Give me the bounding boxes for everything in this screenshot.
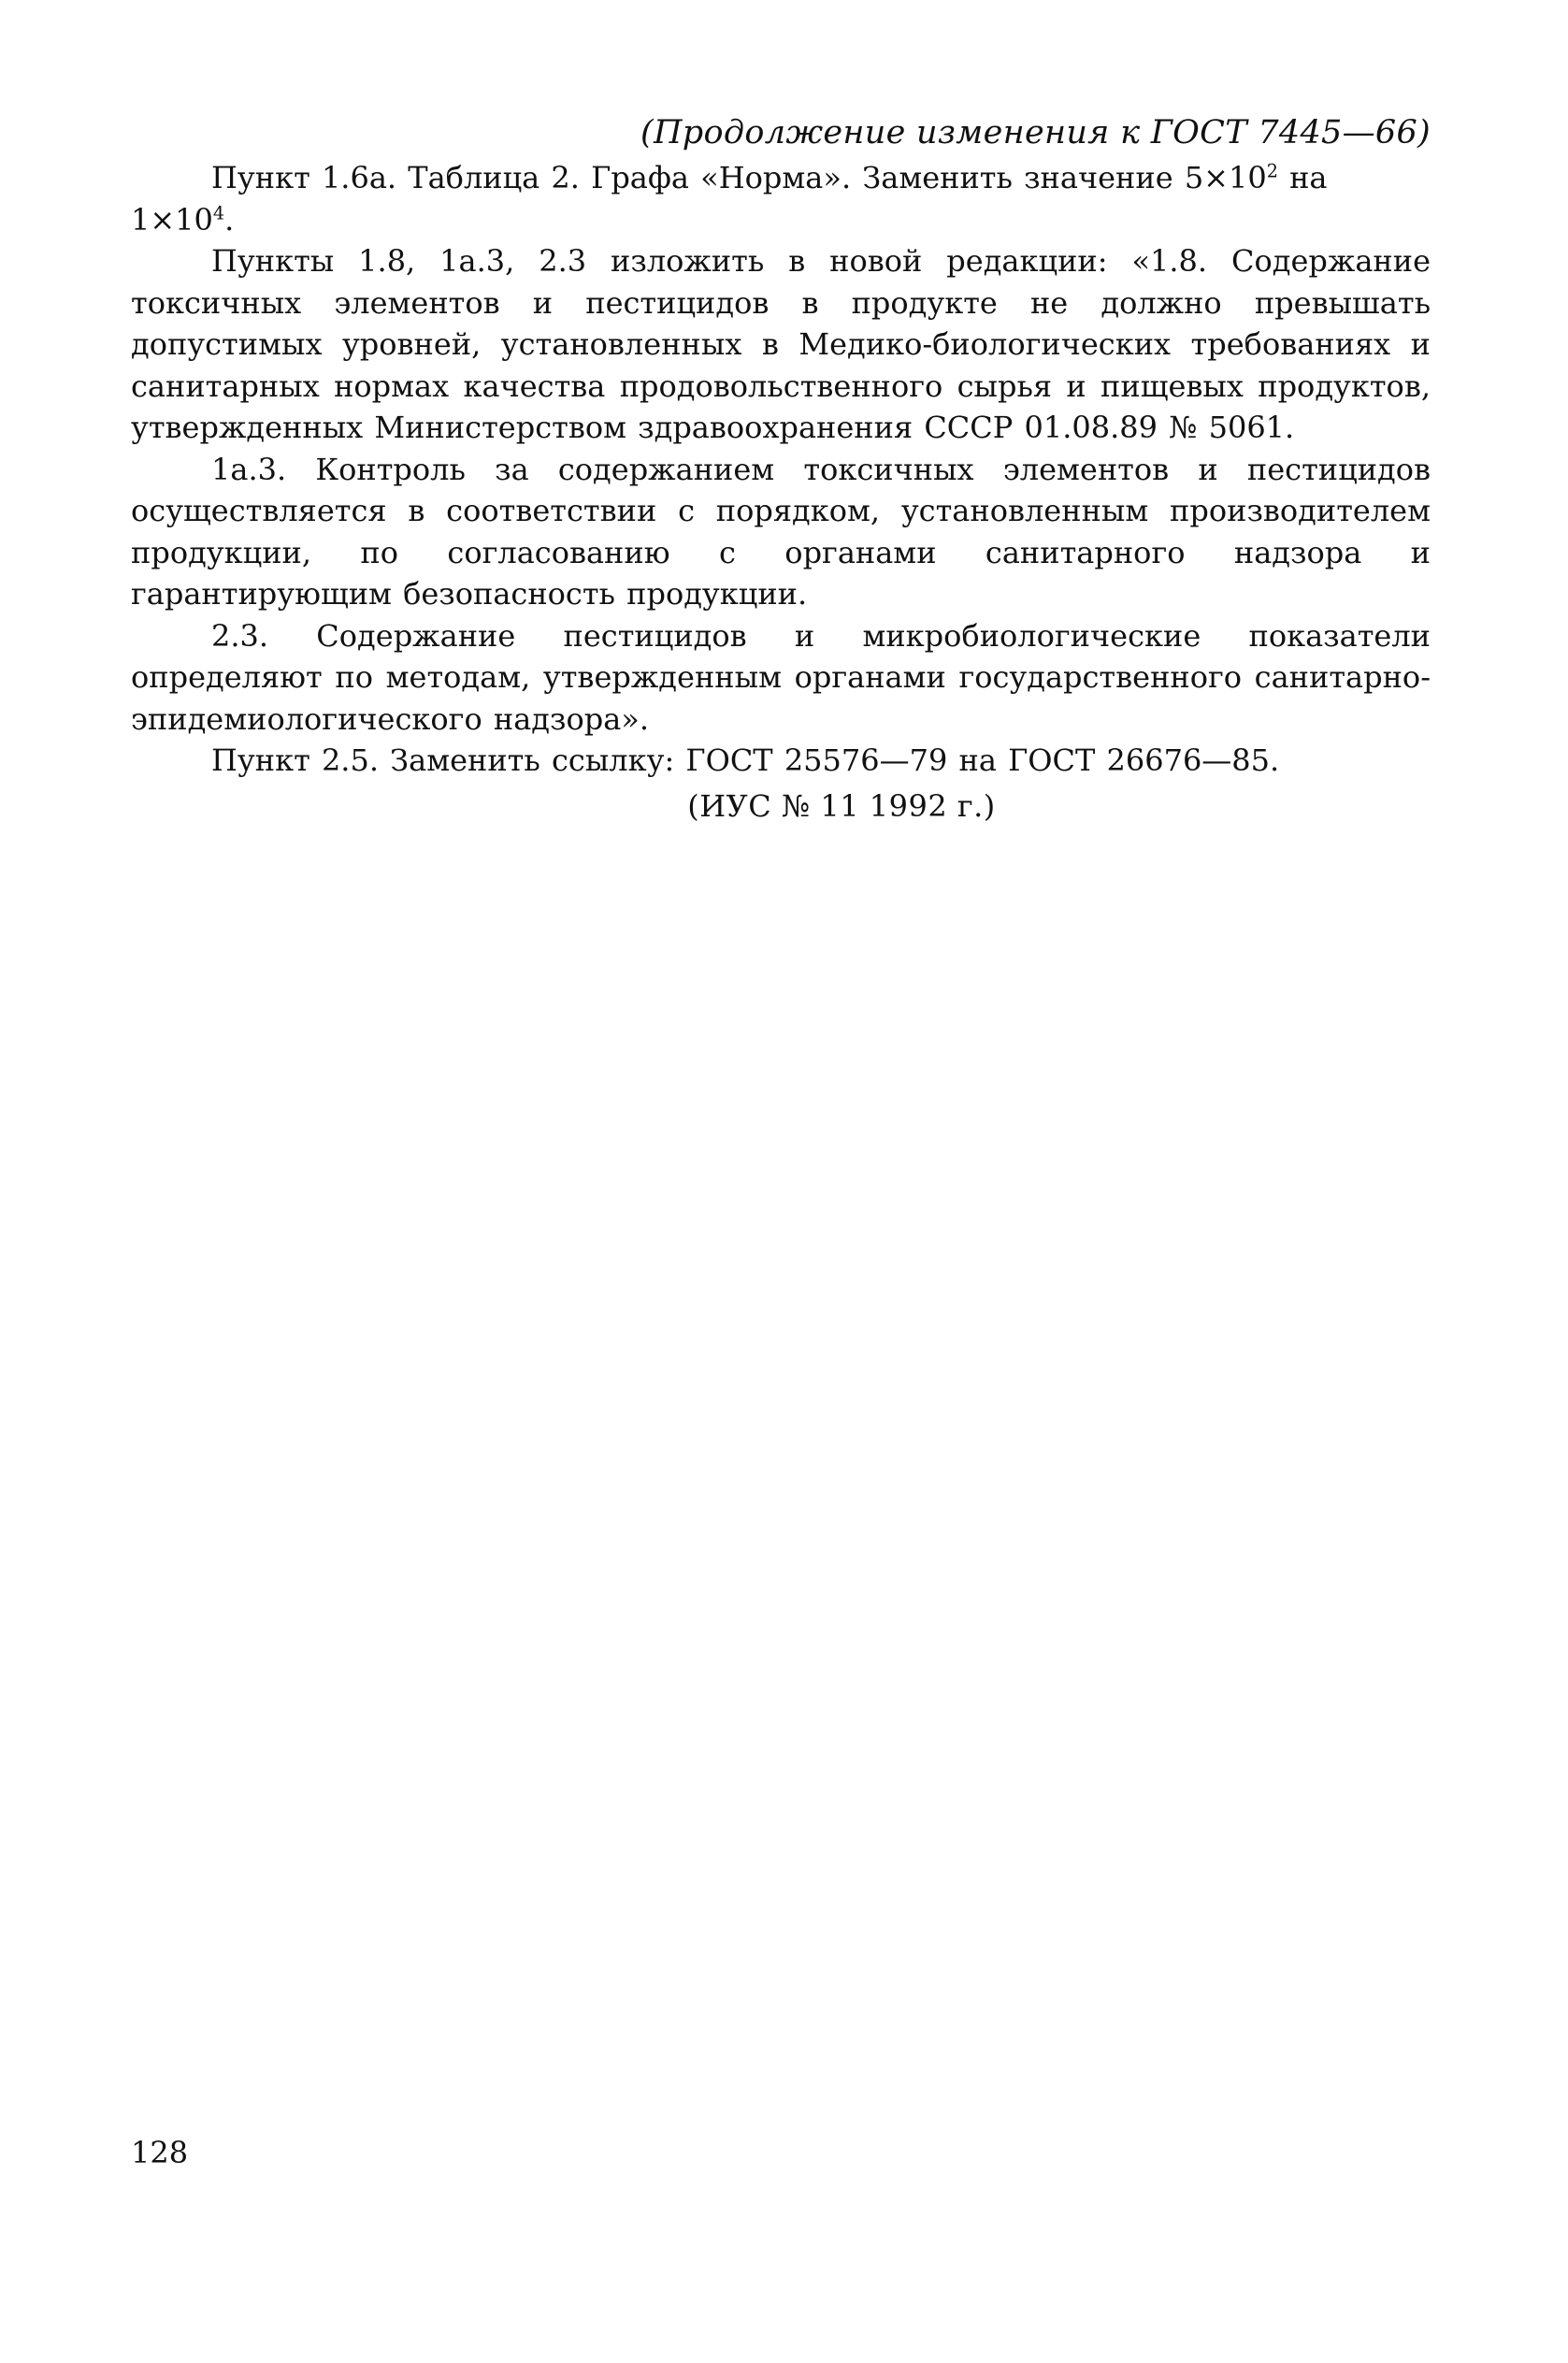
paragraph-item-1-6a — [131, 157, 1431, 240]
exponent: 4 — [212, 201, 225, 223]
paragraph-text: Пункт 1.6а. Таблица 2. Графа «Норма». Заменить значение 5×10 — [211, 160, 1267, 195]
exponent: 2 — [1266, 160, 1278, 182]
continuation-header: (Продолжение изменения к ГОСТ 7445—66) — [640, 114, 1431, 151]
paragraph-text: на 1×10 — [131, 160, 1328, 238]
paragraph-item-2-5: Пункт 2.5. Заменить ссылку: ГОСТ 25576—79 на ГОСТ 26676—85. — [211, 742, 1280, 778]
page-number: 128 — [131, 2135, 189, 2170]
paragraph-text: . — [224, 201, 235, 238]
source-reference: (ИУС № 11 1992 г.) — [687, 787, 996, 824]
paragraph-item-2-3: 2.3. Содержание пестицидов и микробиологические показатели определяют по методам, утвержденным органами государственного санитарно-эпидемиологического надзора». — [131, 617, 1431, 737]
paragraph-item-1a-3: 1а.3. Контроль за содержанием токсичных элементов и пестицидов осуществляется в соответствии с порядком, установленным производителем продукции, по согласованию с органами санитарного надзора и гарантирующим безопасность продукции. — [131, 451, 1431, 612]
paragraph-new-edition: Пункты 1.8, 1а.3, 2.3 изложить в новой редакции: «1.8. Содержание токсичных элементов и пестицидов в продукте не должно превышать допустимых уровней, установленных в Медико-биологических требованиях и санитарных нормах качества продовольственного сырья и пищевых продуктов, утвержденных Министерством здравоохранения СССР 01.08.89 № 5061. — [131, 243, 1431, 445]
document-body — [131, 110, 1431, 827]
